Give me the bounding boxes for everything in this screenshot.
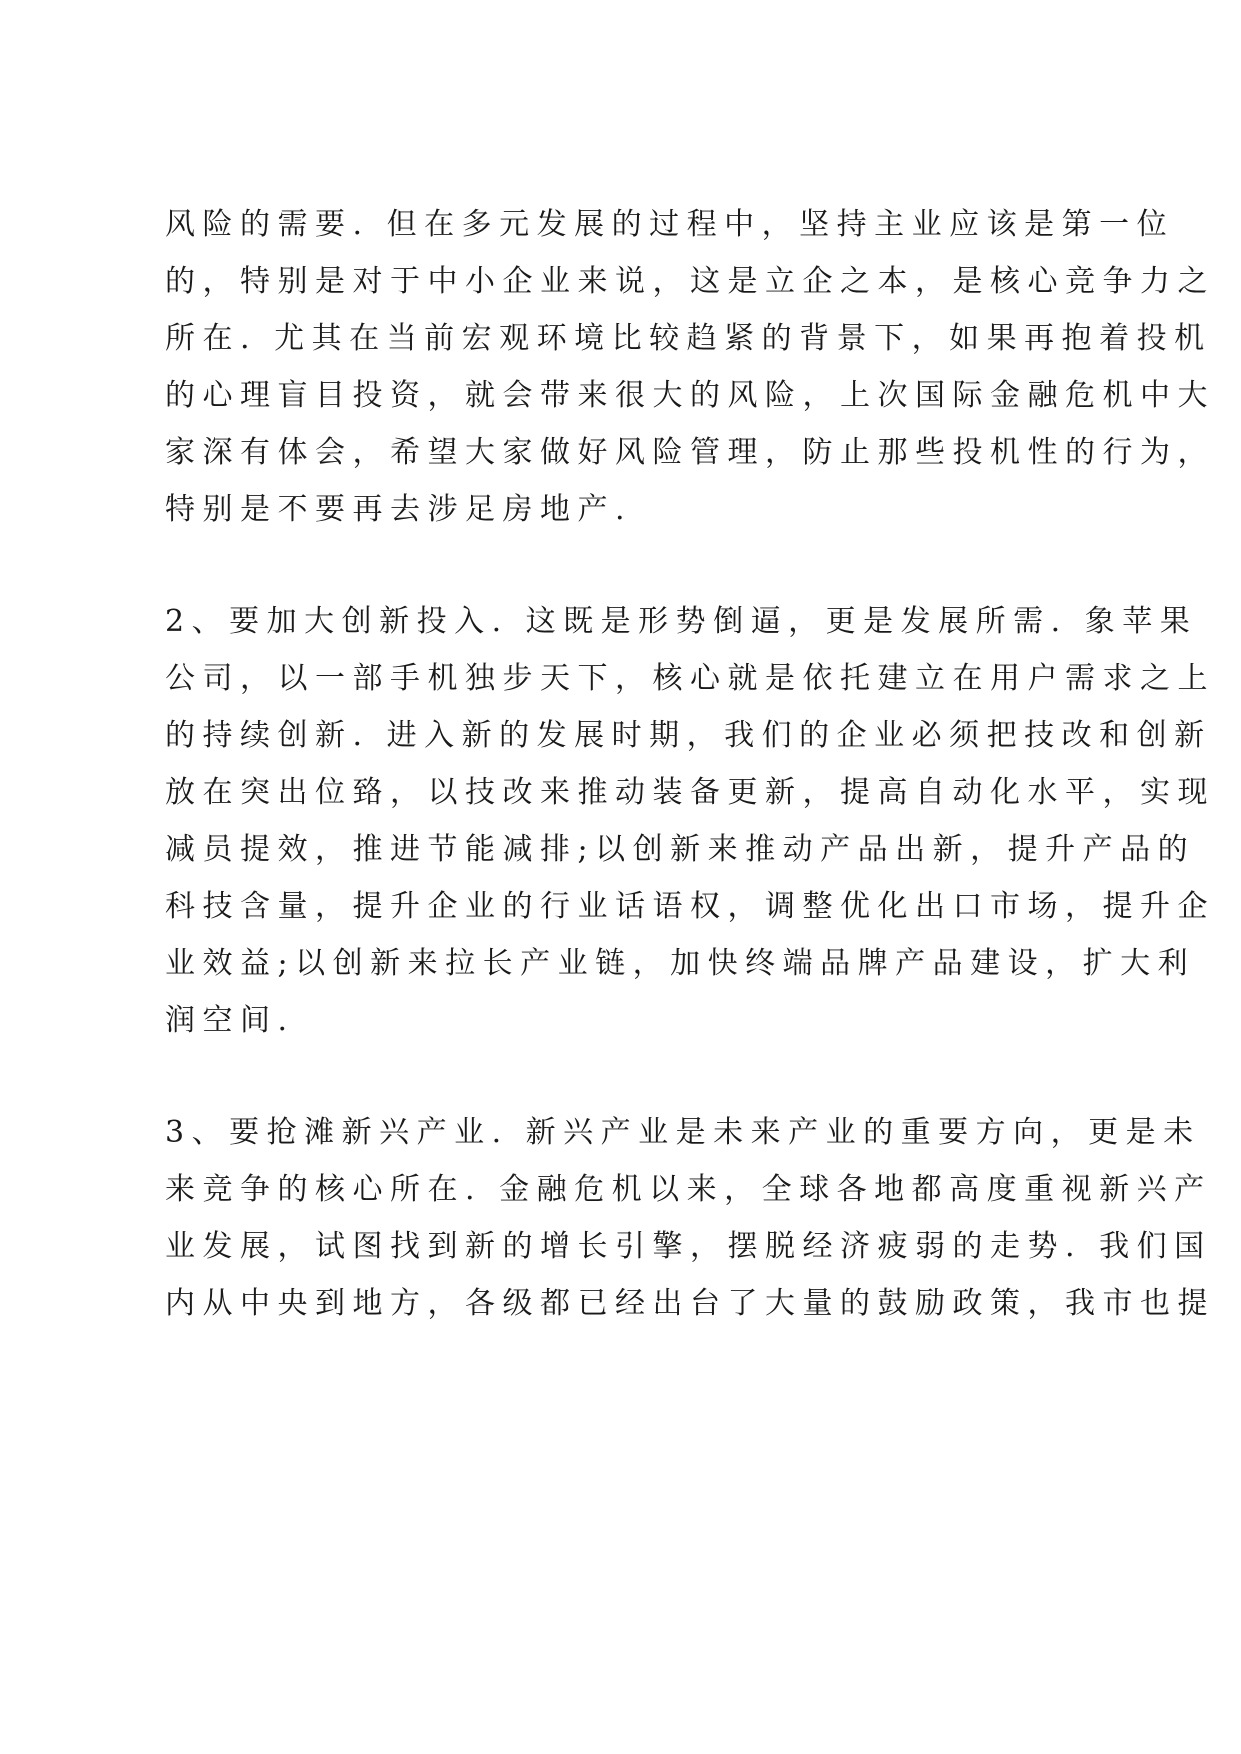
text-line: 业效益;以创新来拉长产业链，加快终端品牌产品建设，扩大利 xyxy=(165,946,1196,981)
text-line: 业发展，试图找到新的增长引擎，摆脱经济疲弱的走势. 我们国 xyxy=(165,1229,1212,1264)
text-line: 3、要抢滩新兴产业. 新兴产业是未来产业的重要方向，更是未 xyxy=(165,1115,1201,1150)
text-line: 科技含量，提升企业的行业话语权，调整优化出口市场，提升企 xyxy=(165,889,1215,924)
text-line: 家深有体会，希望大家做好风险管理，防止那些投机性的行为， xyxy=(165,435,1215,470)
text-line: 风险的需要. 但在多元发展的过程中，坚持主业应该是第一位 xyxy=(165,207,1175,242)
text-line: 减员提效，推进节能减排;以创新来推动产品出新，提升产品的 xyxy=(165,832,1196,867)
text-line: 的，特别是对于中小企业来说，这是立企之本，是核心竞争力之 xyxy=(165,264,1215,299)
text-line: 所在. 尤其在当前宏观环境比较趋紧的背景下，如果再抱着投机 xyxy=(165,321,1212,356)
text-line: 润空间. xyxy=(165,1003,295,1038)
text-line: 的心理盲目投资，就会带来很大的风险，上次国际金融危机中大 xyxy=(165,378,1215,413)
text-line: 来竞争的核心所在. 金融危机以来，全球各地都高度重视新兴产 xyxy=(165,1172,1212,1207)
text-line: 的持续创新. 进入新的发展时期，我们的企业必须把技改和创新 xyxy=(165,718,1212,753)
text-line: 2、要加大创新投入. 这既是形势倒逼，更是发展所需. 象苹果 xyxy=(165,604,1198,639)
text-line: 放在突出位臵，以技改来推动装备更新，提高自动化水平，实现 xyxy=(165,775,1215,810)
text-line: 内从中央到地方，各级都已经出台了大量的鼓励政策，我市也提 xyxy=(165,1286,1215,1321)
text-line: 特别是不要再去涉足房地产. xyxy=(165,492,633,527)
text-line: 公司，以一部手机独步天下，核心就是依托建立在用户需求之上 xyxy=(165,661,1215,696)
